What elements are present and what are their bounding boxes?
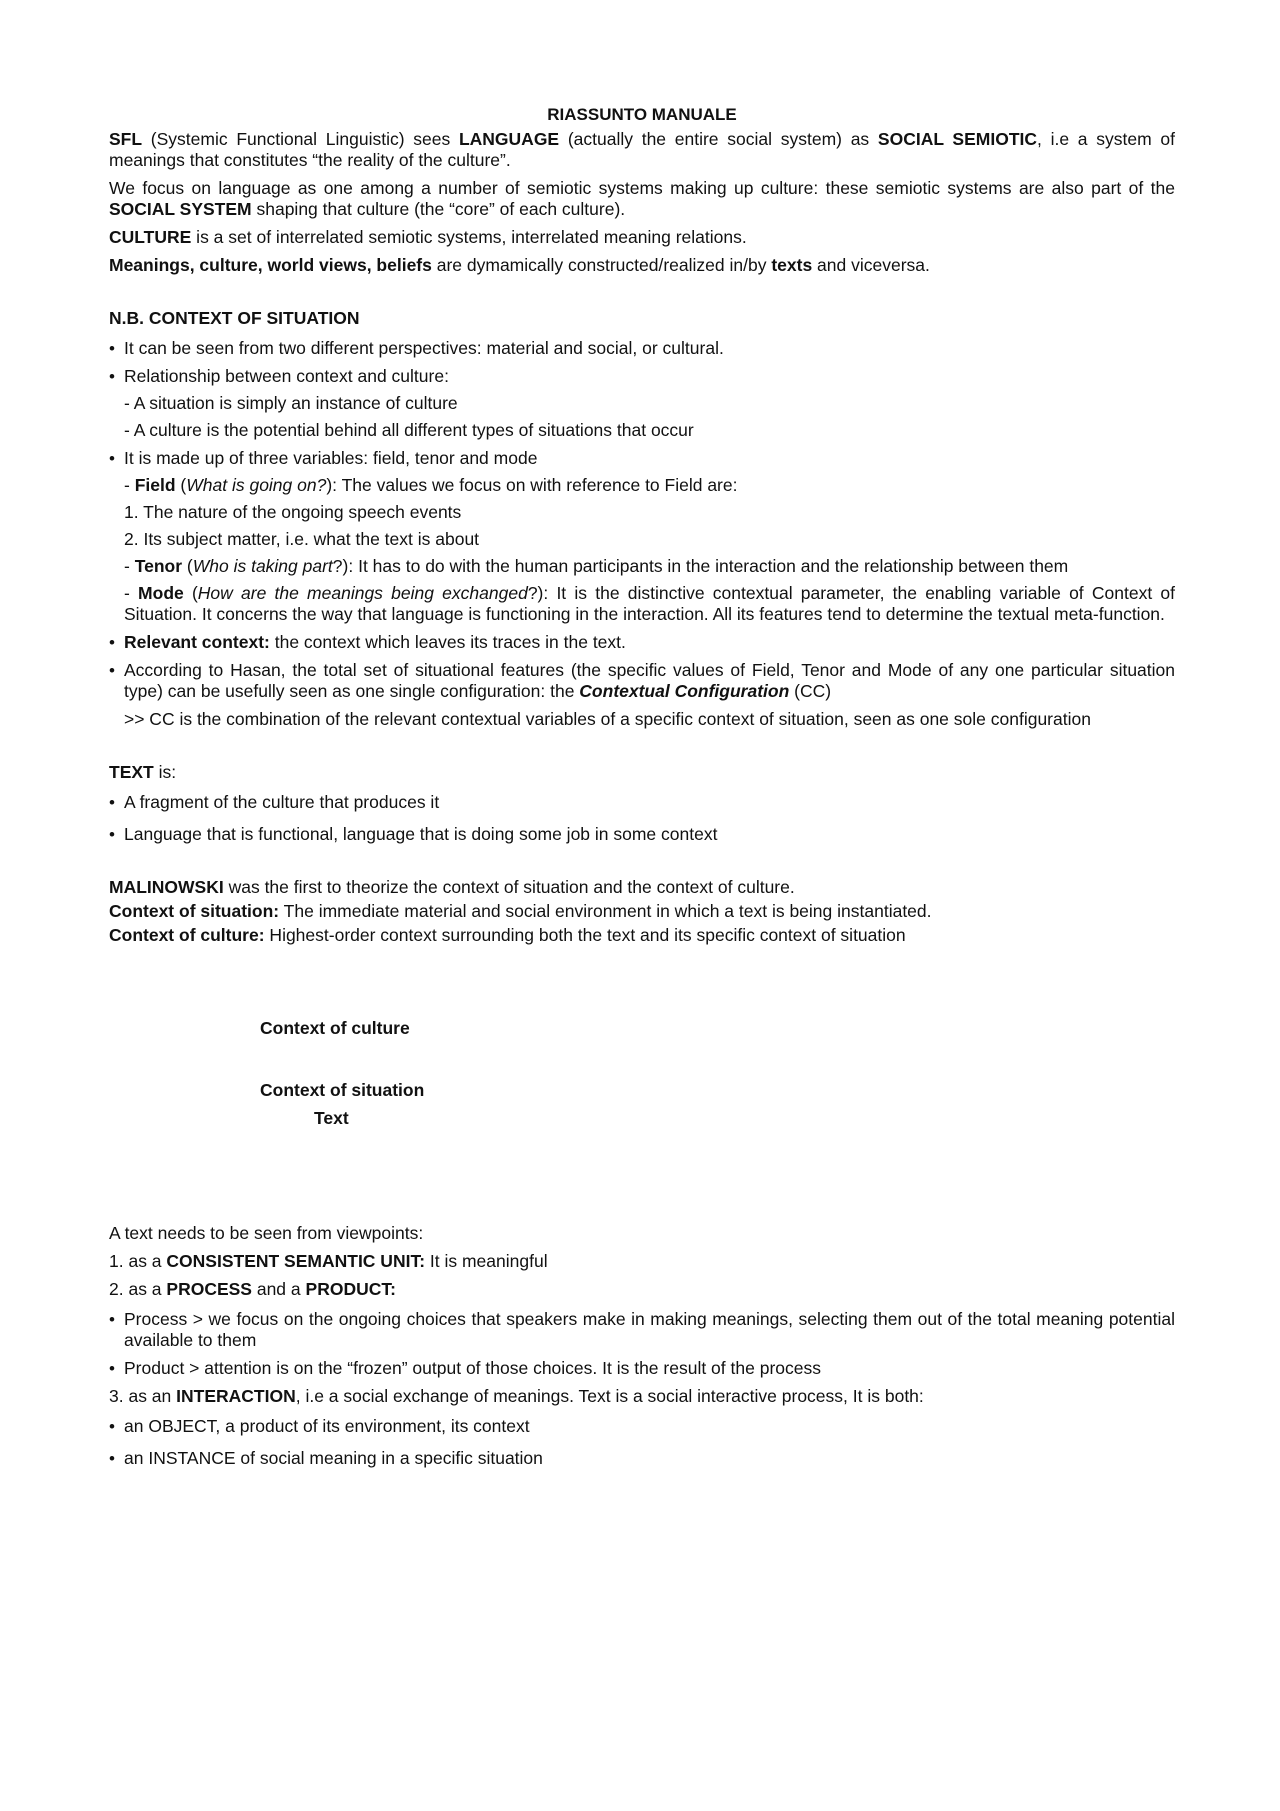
- text-run: It can be seen from two different perspectives: material and social, or cultural.: [124, 338, 724, 358]
- term-product: PRODUCT:: [305, 1279, 396, 1299]
- text-run: (Systemic Functional Linguistic) sees: [142, 129, 459, 149]
- list-item: [109, 338, 1175, 359]
- sub-item: >> CC is the combination of the relevant contextual variables of a specific context of situation, seen as one sole configuration: [124, 709, 1091, 729]
- text-run: Relationship between context and culture:: [124, 366, 449, 386]
- text-run: and viceversa.: [812, 255, 930, 275]
- text-run: ?): It is the distinctive contextual parameter, the enabling variable of Context of Situation. It concerns the way that language is functioning in the interaction. All its features tend to determine the textual meta-function.: [124, 583, 1175, 624]
- term-context-of-situation: Context of situation:: [109, 901, 280, 921]
- process-product-list: [109, 1309, 1175, 1379]
- term-social-semiotic: SOCIAL SEMIOTIC: [877, 129, 1038, 149]
- context-bullet-list: [109, 338, 1175, 730]
- term-texts: texts: [771, 255, 813, 275]
- section-heading-text: [109, 762, 1175, 783]
- term-meanings: Meanings, culture, world views, beliefs: [109, 255, 432, 275]
- term-sfl: SFL: [109, 129, 143, 149]
- text-run: -: [124, 583, 139, 603]
- text-run: 2. as a: [109, 1279, 167, 1299]
- interaction-list: [109, 1416, 1175, 1469]
- question-mode: How are the meanings being exchanged: [197, 583, 528, 603]
- text-run: is a set of interrelated semiotic systems, interrelated meaning relations.: [191, 227, 747, 247]
- section-heading-context-of-situation: N.B. CONTEXT OF SITUATION: [109, 308, 360, 328]
- text-bullet-list: [109, 792, 1175, 845]
- sub-item-mode: [124, 583, 1175, 625]
- text-run: It is made up of three variables: field, tenor and mode: [124, 448, 538, 468]
- list-item: [109, 632, 1175, 653]
- text-run: Process > we focus on the ongoing choices that speakers make in making meanings, selecting them out of the total meaning potential available to them: [124, 1309, 1175, 1350]
- document-page: [109, 104, 1175, 1476]
- page-title: RIASSUNTO MANUALE: [547, 105, 737, 124]
- term-context-of-culture: Context of culture:: [109, 925, 265, 945]
- viewpoint-2: [109, 1279, 1175, 1300]
- list-item: [109, 1358, 1175, 1379]
- term-malinowski: MALINOWSKI: [109, 877, 224, 897]
- text-run: A fragment of the culture that produces it: [124, 792, 440, 812]
- text-run: We focus on language as one among a number of semiotic systems making up culture: these semiotic systems are also part of the: [109, 178, 1175, 198]
- text-run: ?): It has to do with the human participants in the interaction and the relationship between them: [332, 556, 1069, 576]
- text-run: Language that is functional, language that is doing some job in some context: [124, 824, 718, 844]
- sub-item-field: [124, 475, 1175, 496]
- intro-paragraph-meanings: [109, 255, 1175, 276]
- sub-item: 2. Its subject matter, i.e. what the text is about: [124, 529, 480, 549]
- term-culture: CULTURE: [109, 227, 192, 247]
- malinowski-paragraph: [109, 877, 1175, 898]
- text-run: Product > attention is on the “frozen” output of those choices. It is the result of the process: [124, 1358, 821, 1378]
- text-run: (: [183, 583, 198, 603]
- text-run: The immediate material and social environment in which a text is being instantiated.: [279, 901, 932, 921]
- term-consistent-semantic-unit: CONSISTENT SEMANTIC UNIT:: [166, 1251, 426, 1271]
- text-run: -: [124, 556, 135, 576]
- text-run: It is meaningful: [425, 1251, 548, 1271]
- text-run: shaping that culture (the “core” of each culture).: [251, 199, 626, 219]
- list-item: [109, 1448, 1175, 1469]
- intro-paragraph-culture: [109, 227, 1175, 248]
- sub-item: - A culture is the potential behind all different types of situations that occur: [124, 420, 694, 440]
- list-item: [109, 1309, 1175, 1351]
- term-mode: Mode: [138, 583, 184, 603]
- list-item: [109, 660, 1175, 730]
- text-run: , i.e a system of meanings that constitutes “the reality of the culture”.: [109, 129, 1175, 170]
- viewpoint-3: [109, 1386, 1175, 1407]
- question-field: What is going on?: [186, 475, 327, 495]
- text-run: the context which leaves its traces in the text.: [269, 632, 626, 652]
- text-run: According to Hasan, the total set of situational features (the specific values of Field, Tenor and Mode of any one particular situation type) can be usefully seen as one single configuration: the: [124, 660, 1175, 701]
- term-contextual-configuration: Contextual Configuration: [579, 681, 790, 701]
- text-run: an OBJECT, a product of its environment, its context: [124, 1416, 530, 1436]
- text-run: was the first to theorize the context of situation and the context of culture.: [223, 877, 795, 897]
- text-run: (CC): [789, 681, 832, 701]
- diagram-label-culture: Context of culture: [260, 1018, 410, 1038]
- text-run: an INSTANCE of social meaning in a specific situation: [124, 1448, 543, 1468]
- list-item: [109, 366, 1175, 441]
- text-run: , i.e a social exchange of meanings. Text is a social interactive process, It is both:: [295, 1386, 924, 1406]
- list-item: [109, 448, 1175, 625]
- viewpoint-1: [109, 1251, 1175, 1272]
- viewpoints-intro: A text needs to be seen from viewpoints:: [109, 1223, 424, 1243]
- sub-item: 1. The nature of the ongoing speech events: [124, 502, 462, 522]
- term-process: PROCESS: [166, 1279, 252, 1299]
- text-run: (: [182, 556, 193, 576]
- term-text: TEXT: [109, 762, 154, 782]
- text-run: (actually the entire social system) as: [559, 129, 878, 149]
- diagram-label-situation: Context of situation: [260, 1080, 425, 1100]
- term-tenor: Tenor: [134, 556, 183, 576]
- definition-context-of-situation: [109, 901, 1175, 922]
- term-social-system: SOCIAL SYSTEM: [109, 199, 252, 219]
- sub-item-tenor: [124, 556, 1175, 577]
- list-item: [109, 792, 1175, 813]
- diagram-label-text: Text: [314, 1108, 349, 1128]
- definition-context-of-culture: [109, 925, 1175, 946]
- text-run: 3. as an: [109, 1386, 177, 1406]
- term-language: LANGUAGE: [458, 129, 560, 149]
- term-interaction: INTERACTION: [176, 1386, 296, 1406]
- term-field: Field: [134, 475, 176, 495]
- context-diagram: [109, 953, 1175, 1223]
- text-run: is:: [153, 762, 177, 782]
- question-tenor: Who is taking part: [192, 556, 333, 576]
- text-run: are dymamically constructed/realized in/by: [431, 255, 772, 275]
- list-item: [109, 1416, 1175, 1437]
- text-run: 1. as a: [109, 1251, 167, 1271]
- text-run: (: [175, 475, 187, 495]
- list-item: [109, 824, 1175, 845]
- term-relevant-context: Relevant context:: [124, 632, 270, 652]
- intro-paragraph-semiotic: [109, 178, 1175, 220]
- sub-item: - A situation is simply an instance of culture: [124, 393, 458, 413]
- intro-paragraph-sfl: [109, 129, 1175, 171]
- text-run: -: [124, 475, 135, 495]
- text-run: and a: [251, 1279, 306, 1299]
- text-run: ): The values we focus on with reference to Field are:: [326, 475, 738, 495]
- text-run: Highest-order context surrounding both the text and its specific context of situation: [264, 925, 906, 945]
